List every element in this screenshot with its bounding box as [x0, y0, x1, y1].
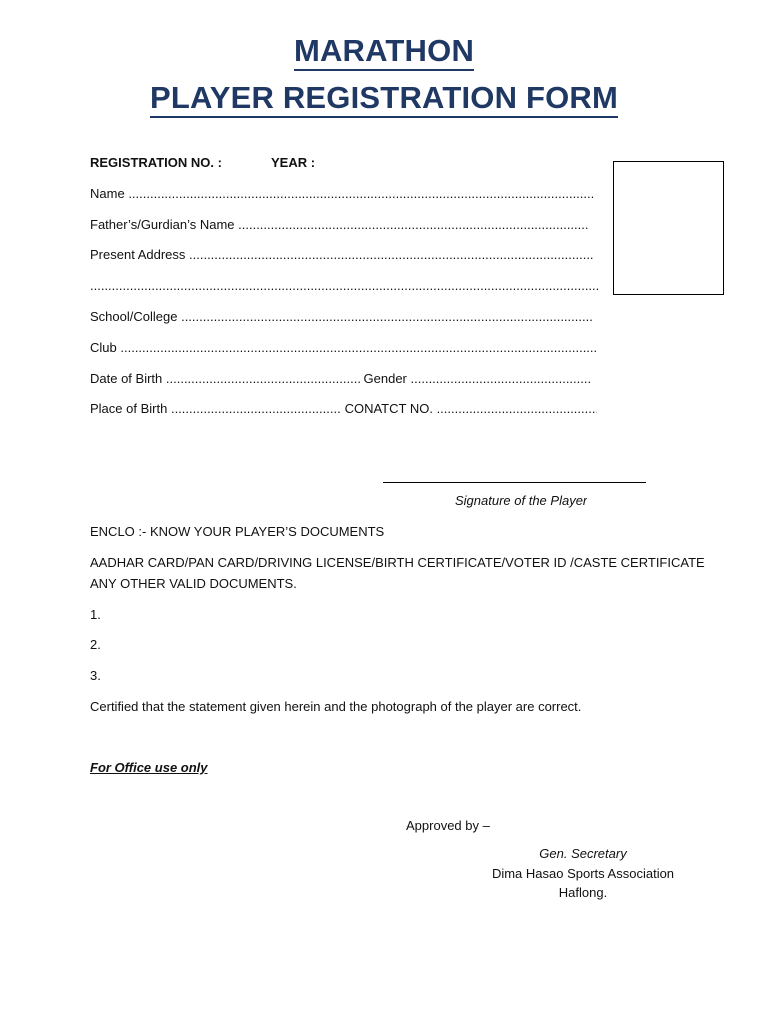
documents-list-line2: ANY OTHER VALID DOCUMENTS.: [90, 576, 297, 591]
club-dotted-line: [120, 340, 597, 355]
dob-label[interactable]: Date of Birth: [90, 371, 163, 386]
address-label: Present Address: [90, 247, 186, 262]
dob-gender-row: [90, 371, 605, 386]
certification-statement: Certified that the statement given herein and the photograph of the player are correct.: [90, 699, 582, 714]
registration-row: [90, 155, 222, 170]
documents-list-line1: AADHAR CARD/PAN CARD/DRIVING LICENSE/BIRTH CERTIFICATE/VOTER ID /CASTE CERTIFICATE: [90, 555, 705, 570]
office-use-label: For Office use only: [90, 760, 208, 775]
name-field[interactable]: [90, 186, 600, 201]
organization-name: Dima Hasao Sports Association: [491, 866, 675, 881]
photo-box: [613, 161, 724, 295]
gen-secretary-label: Gen. Secretary: [539, 846, 627, 861]
pob-dotted-line[interactable]: [171, 401, 341, 416]
club-field[interactable]: [90, 340, 600, 355]
registration-no-label: REGISTRATION NO. :: [90, 155, 222, 170]
name-label: Name: [90, 186, 125, 201]
form-title-line2: PLAYER REGISTRATION FORM: [0, 80, 768, 116]
form-title-line1: MARATHON: [0, 33, 768, 69]
school-field[interactable]: [90, 309, 600, 324]
father-name-dotted-line: [238, 217, 589, 232]
contact-label[interactable]: CONATCT NO.: [344, 401, 433, 416]
enclosure-item-1: 1.: [90, 607, 101, 622]
address-continuation-field[interactable]: [90, 278, 600, 293]
address-dotted-line: [189, 247, 594, 262]
contact-dotted-line[interactable]: [437, 401, 597, 416]
address-field[interactable]: [90, 247, 600, 262]
pob-contact-row: [90, 401, 605, 416]
signature-line[interactable]: [383, 482, 646, 483]
dob-dotted-line[interactable]: [166, 371, 360, 386]
father-name-field[interactable]: [90, 217, 600, 232]
gender-label[interactable]: Gender: [363, 371, 407, 386]
address-continuation-dotted-line: [90, 278, 600, 293]
year-label: YEAR :: [271, 155, 316, 170]
school-dotted-line: [181, 309, 594, 324]
pob-label[interactable]: Place of Birth: [90, 401, 168, 416]
name-dotted-line: [128, 186, 593, 201]
father-name-label: Father’s/Gurdian’s Name: [90, 217, 235, 232]
enclosure-item-2: 2.: [90, 637, 101, 652]
year-row: [271, 155, 315, 170]
gender-dotted-line[interactable]: [411, 371, 591, 386]
school-label: School/College: [90, 309, 178, 324]
enclosure-item-3: 3.: [90, 668, 101, 683]
place-name: Haflong.: [558, 885, 608, 900]
approved-by-label: Approved by –: [406, 818, 490, 833]
enclosures-heading: ENCLO :- KNOW YOUR PLAYER’S DOCUMENTS: [90, 524, 385, 539]
signature-label: Signature of the Player: [455, 493, 588, 508]
club-label: Club: [90, 340, 117, 355]
